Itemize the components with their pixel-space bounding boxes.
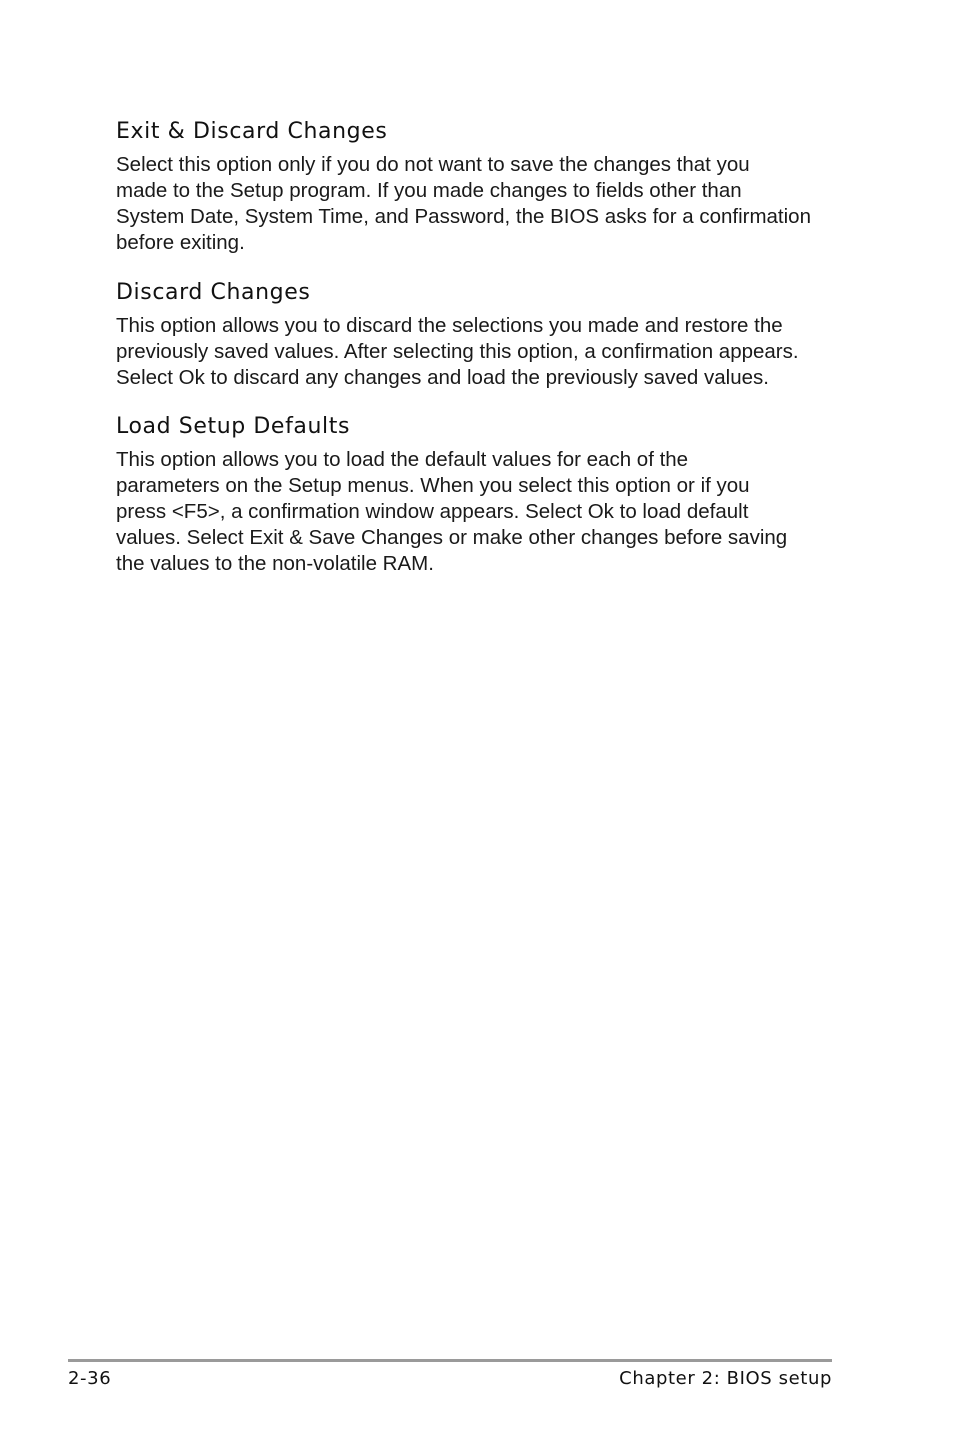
section-heading: Exit & Discard Changes — [116, 119, 388, 144]
body-line: made to the Setup program. If you made changes to fields other than — [116, 179, 742, 202]
section-heading: Discard Changes — [116, 280, 311, 305]
section-body — [116, 447, 846, 577]
section-body — [116, 313, 846, 391]
body-line: Select Ok to discard any changes and load the previously saved values. — [116, 366, 769, 389]
body-line: This option allows you to load the default values for each of the — [116, 448, 689, 471]
section-body — [116, 152, 846, 256]
body-line: System Date, System Time, and Password, the BIOS asks for a confirmation — [116, 205, 811, 228]
body-line: the values to the non-volatile RAM. — [116, 552, 434, 575]
page-number: 2-36 — [68, 1368, 112, 1389]
body-line: This option allows you to discard the selections you made and restore the — [116, 314, 783, 337]
chapter-title: Chapter 2: BIOS setup — [619, 1368, 832, 1389]
footer-divider — [68, 1359, 832, 1362]
section-exit-discard-changes — [116, 118, 846, 256]
body-line: Select this option only if you do not want to save the changes that you — [116, 153, 750, 176]
body-line: previously saved values. After selecting this option, a confirmation appears. — [116, 340, 799, 363]
section-discard-changes — [116, 279, 846, 391]
body-line: parameters on the Setup menus. When you select this option or if you — [116, 474, 750, 497]
section-load-setup-defaults — [116, 413, 846, 577]
section-heading: Load Setup Defaults — [116, 414, 351, 439]
body-line: values. Select Exit & Save Changes or make other changes before saving — [116, 526, 788, 549]
body-line: before exiting. — [116, 231, 245, 254]
body-line: press <F5>, a confirmation window appears. Select Ok to load default — [116, 500, 749, 523]
